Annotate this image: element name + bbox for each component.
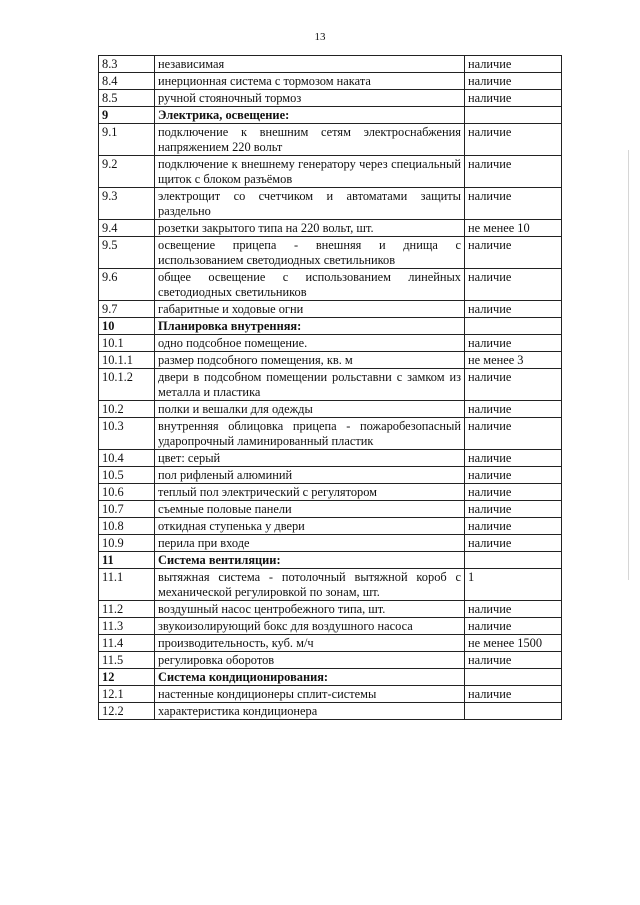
value-cell: наличие xyxy=(465,467,562,484)
description-cell: ручной стояночный тормоз xyxy=(155,90,465,107)
description-cell: полки и вешалки для одежды xyxy=(155,401,465,418)
description-cell: Электрика, освещение: xyxy=(155,107,465,124)
description-cell: розетки закрытого типа на 220 вольт, шт. xyxy=(155,220,465,237)
value-cell: наличие xyxy=(465,401,562,418)
description-cell: освещение прицепа - внешняя и днища с использованием светодиодных светильников xyxy=(155,237,465,269)
description-cell: подключение к внешнему генератору через специальный щиток с блоком разъёмов xyxy=(155,156,465,188)
table-row xyxy=(99,635,562,652)
description-cell: пол рифленый алюминий xyxy=(155,467,465,484)
description-cell: перила при входе xyxy=(155,535,465,552)
value-cell xyxy=(465,669,562,686)
description-cell: регулировка оборотов xyxy=(155,652,465,669)
section-row xyxy=(99,318,562,335)
description-cell: габаритные и ходовые огни xyxy=(155,301,465,318)
table-row xyxy=(99,188,562,220)
value-cell: наличие xyxy=(465,156,562,188)
value-cell xyxy=(465,318,562,335)
value-cell: наличие xyxy=(465,369,562,401)
table-row xyxy=(99,450,562,467)
description-cell: одно подсобное помещение. xyxy=(155,335,465,352)
value-cell: наличие xyxy=(465,518,562,535)
value-cell: наличие xyxy=(465,535,562,552)
value-cell: 1 xyxy=(465,569,562,601)
section-row xyxy=(99,669,562,686)
table-row xyxy=(99,301,562,318)
table-row xyxy=(99,703,562,720)
table-row xyxy=(99,90,562,107)
table-row xyxy=(99,652,562,669)
spec-table-body xyxy=(99,56,562,720)
table-row xyxy=(99,73,562,90)
value-cell: наличие xyxy=(465,335,562,352)
value-cell: наличие xyxy=(465,418,562,450)
item-number-cell: 9.4 xyxy=(99,220,155,237)
section-row xyxy=(99,552,562,569)
description-cell: Система вентиляции: xyxy=(155,552,465,569)
item-number-cell: 10.4 xyxy=(99,450,155,467)
item-number-cell: 12 xyxy=(99,669,155,686)
item-number-cell: 11.1 xyxy=(99,569,155,601)
table-row xyxy=(99,352,562,369)
value-cell: наличие xyxy=(465,237,562,269)
table-row xyxy=(99,220,562,237)
description-cell: подключение к внешним сетям электроснабжения напряжением 220 вольт xyxy=(155,124,465,156)
description-cell: внутренняя облицовка прицепа - пожаробезопасный ударопрочный ламинированный пластик xyxy=(155,418,465,450)
item-number-cell: 11.2 xyxy=(99,601,155,618)
description-cell: Система кондиционирования: xyxy=(155,669,465,686)
value-cell: наличие xyxy=(465,269,562,301)
description-cell: откидная ступенька у двери xyxy=(155,518,465,535)
item-number-cell: 12.2 xyxy=(99,703,155,720)
item-number-cell: 10.1.1 xyxy=(99,352,155,369)
item-number-cell: 10.9 xyxy=(99,535,155,552)
description-cell: производительность, куб. м/ч xyxy=(155,635,465,652)
value-cell xyxy=(465,703,562,720)
item-number-cell: 9.3 xyxy=(99,188,155,220)
value-cell: наличие xyxy=(465,188,562,220)
description-cell: независимая xyxy=(155,56,465,73)
item-number-cell: 10 xyxy=(99,318,155,335)
value-cell: наличие xyxy=(465,652,562,669)
description-cell: общее освещение с использованием линейных светодиодных светильников xyxy=(155,269,465,301)
value-cell xyxy=(465,552,562,569)
table-row xyxy=(99,156,562,188)
description-cell: цвет: серый xyxy=(155,450,465,467)
description-cell: настенные кондиционеры сплит-системы xyxy=(155,686,465,703)
item-number-cell: 10.5 xyxy=(99,467,155,484)
value-cell: наличие xyxy=(465,124,562,156)
table-row xyxy=(99,569,562,601)
page-number: 13 xyxy=(314,31,326,43)
item-number-cell: 12.1 xyxy=(99,686,155,703)
table-row xyxy=(99,618,562,635)
value-cell: наличие xyxy=(465,73,562,90)
item-number-cell: 8.5 xyxy=(99,90,155,107)
description-cell: вытяжная система - потолочный вытяжной короб с механической регулировкой по зонам, шт. xyxy=(155,569,465,601)
table-row xyxy=(99,237,562,269)
value-cell: не менее 1500 xyxy=(465,635,562,652)
value-cell: наличие xyxy=(465,90,562,107)
item-number-cell: 11.5 xyxy=(99,652,155,669)
item-number-cell: 9.6 xyxy=(99,269,155,301)
value-cell: наличие xyxy=(465,618,562,635)
table-row xyxy=(99,418,562,450)
value-cell: наличие xyxy=(465,56,562,73)
value-cell: наличие xyxy=(465,601,562,618)
description-cell: инерционная система с тормозом наката xyxy=(155,73,465,90)
item-number-cell: 11 xyxy=(99,552,155,569)
table-row xyxy=(99,467,562,484)
table-row xyxy=(99,401,562,418)
spec-table xyxy=(98,55,562,720)
description-cell: характеристика кондиционера xyxy=(155,703,465,720)
description-cell: Планировка внутренняя: xyxy=(155,318,465,335)
section-row xyxy=(99,107,562,124)
item-number-cell: 10.7 xyxy=(99,501,155,518)
value-cell xyxy=(465,107,562,124)
description-cell: звукоизолирующий бокс для воздушного насоса xyxy=(155,618,465,635)
item-number-cell: 10.2 xyxy=(99,401,155,418)
table-row xyxy=(99,686,562,703)
table-row xyxy=(99,518,562,535)
table-row xyxy=(99,369,562,401)
table-row xyxy=(99,56,562,73)
description-cell: воздушный насос центробежного типа, шт. xyxy=(155,601,465,618)
item-number-cell: 11.3 xyxy=(99,618,155,635)
item-number-cell: 10.6 xyxy=(99,484,155,501)
item-number-cell: 8.4 xyxy=(99,73,155,90)
description-cell: теплый пол электрический с регулятором xyxy=(155,484,465,501)
item-number-cell: 8.3 xyxy=(99,56,155,73)
item-number-cell: 9.7 xyxy=(99,301,155,318)
item-number-cell: 9 xyxy=(99,107,155,124)
value-cell: наличие xyxy=(465,686,562,703)
item-number-cell: 10.1 xyxy=(99,335,155,352)
value-cell: наличие xyxy=(465,501,562,518)
value-cell: не менее 10 xyxy=(465,220,562,237)
item-number-cell: 11.4 xyxy=(99,635,155,652)
description-cell: двери в подсобном помещении рольставни с замком из металла и пластика xyxy=(155,369,465,401)
value-cell: наличие xyxy=(465,301,562,318)
item-number-cell: 10.8 xyxy=(99,518,155,535)
table-row xyxy=(99,601,562,618)
table-row xyxy=(99,535,562,552)
item-number-cell: 10.1.2 xyxy=(99,369,155,401)
value-cell: не менее 3 xyxy=(465,352,562,369)
item-number-cell: 10.3 xyxy=(99,418,155,450)
table-row xyxy=(99,484,562,501)
table-row xyxy=(99,501,562,518)
item-number-cell: 9.1 xyxy=(99,124,155,156)
description-cell: размер подсобного помещения, кв. м xyxy=(155,352,465,369)
description-cell: электрощит со счетчиком и автоматами защиты раздельно xyxy=(155,188,465,220)
table-row xyxy=(99,335,562,352)
item-number-cell: 9.2 xyxy=(99,156,155,188)
table-row xyxy=(99,269,562,301)
description-cell: съемные половые панели xyxy=(155,501,465,518)
table-row xyxy=(99,124,562,156)
scan-edge-mark xyxy=(628,150,629,580)
value-cell: наличие xyxy=(465,484,562,501)
item-number-cell: 9.5 xyxy=(99,237,155,269)
value-cell: наличие xyxy=(465,450,562,467)
